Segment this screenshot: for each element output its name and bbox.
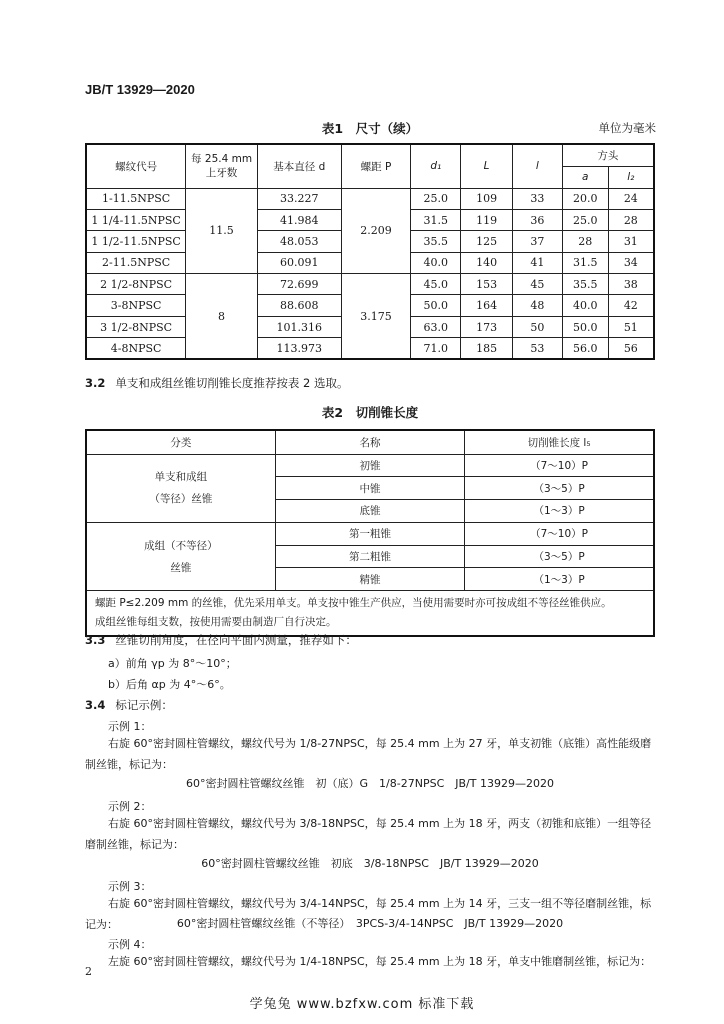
cell-code: 1 1/2-11.5NPSC — [86, 231, 186, 252]
cell-d1: 71.0 — [411, 338, 461, 359]
cell-l: 53 — [513, 338, 563, 359]
cell-d1: 50.0 — [411, 295, 461, 316]
cell-diameter: 72.699 — [257, 274, 341, 295]
example-desc: 右旋 60°密封圆柱管螺纹，螺纹代号为 3/8-18NPSC，每 25.4 mm 上为 18 牙，两支（初锥和底锥）一组等径磨制丝锥，标记为： — [85, 817, 652, 851]
section-text: 丝锥切削角度，在径向平面内测量，推荐如下： — [115, 633, 357, 647]
cell-a: 40.0 — [562, 295, 608, 316]
table-row — [86, 522, 654, 545]
cell-d1: 25.0 — [411, 188, 461, 209]
cell-code: 4-8NPSC — [86, 338, 186, 359]
section-number: 3.2 — [85, 376, 106, 390]
col-header-diameter: 基本直径 d — [257, 144, 341, 188]
cell-a: 56.0 — [562, 338, 608, 359]
cell-pitch: 3.175 — [341, 274, 411, 360]
cell-l2: 31 — [608, 231, 654, 252]
cell-code: 3 1/2-8NPSC — [86, 316, 186, 337]
example-desc: 右旋 60°密封圆柱管螺纹，螺纹代号为 1/8-27NPSC，每 25.4 mm 上为 27 牙，单支初锥（底锥）高性能级磨制丝锥，标记为： — [85, 737, 652, 771]
table-row — [86, 454, 654, 477]
cell-l2: 24 — [608, 188, 654, 209]
cell-d1: 40.0 — [411, 252, 461, 273]
table2-caption: 表2 切削锥长度 — [321, 405, 419, 420]
cell-a: 28 — [562, 231, 608, 252]
cell-L: 185 — [461, 338, 513, 359]
item-a: a）前角 γp 为 8°～10°； — [108, 657, 237, 670]
cell-tpi: 11.5 — [186, 188, 258, 274]
example-label: 示例 2： — [108, 800, 152, 813]
cell-l: 36 — [513, 209, 563, 230]
col-header-tpi-line1: 每 25.4 mm — [191, 153, 253, 166]
col-header-name: 名称 — [275, 430, 464, 454]
col-header-tpi-line2: 上牙数 — [205, 167, 238, 180]
cell-l: 45 — [513, 274, 563, 295]
section-number: 3.4 — [85, 698, 106, 712]
cell-a: 35.5 — [562, 274, 608, 295]
cell-d1: 45.0 — [411, 274, 461, 295]
cell-length: （3～5）P — [465, 545, 654, 568]
cell-L: 153 — [461, 274, 513, 295]
table1-caption: 表1 尺寸（续） — [321, 121, 419, 136]
cell-l: 37 — [513, 231, 563, 252]
note-line1: 螺距 P≤2.209 mm 的丝锥，优先采用单支。单支按中锥生产供应，当使用需要时亦可按成组不等径丝锥供应。 — [95, 597, 612, 610]
cell-a: 31.5 — [562, 252, 608, 273]
col-header-l: l — [513, 144, 563, 188]
standard-header: JB/T 13929—2020 — [85, 82, 195, 97]
section-text: 单支和成组丝锥切削锥长度推荐按表 2 选取。 — [115, 376, 349, 390]
dimensions-table — [85, 143, 655, 360]
col-header-category: 分类 — [86, 430, 275, 454]
cell-name: 初锥 — [275, 454, 464, 477]
cell-L: 173 — [461, 316, 513, 337]
cell-l2: 28 — [608, 209, 654, 230]
cell-length: （3～5）P — [465, 477, 654, 500]
col-header-l2: l₂ — [608, 166, 654, 188]
cell-L: 125 — [461, 231, 513, 252]
col-header-a: a — [562, 166, 608, 188]
col-header-tpi — [186, 144, 258, 188]
cell-a: 25.0 — [562, 209, 608, 230]
section-text: 标记示例： — [115, 698, 173, 712]
section-number: 3.3 — [85, 633, 106, 647]
cell-l2: 42 — [608, 295, 654, 316]
cell-length: （1～3）P — [465, 500, 654, 523]
cell-diameter: 33.227 — [257, 188, 341, 209]
table-note — [86, 591, 654, 637]
section-3-4 — [85, 697, 173, 713]
cell-L: 164 — [461, 295, 513, 316]
cell-pitch: 2.209 — [341, 188, 411, 274]
cutting-cone-table — [85, 429, 655, 637]
cell-diameter: 113.973 — [257, 338, 341, 359]
section-3-3 — [85, 632, 357, 648]
cell-a: 20.0 — [562, 188, 608, 209]
table-row — [86, 188, 654, 209]
cell-l: 41 — [513, 252, 563, 273]
cell-l2: 38 — [608, 274, 654, 295]
col-header-d1: d₁ — [411, 144, 461, 188]
cell-name: 底锥 — [275, 500, 464, 523]
example-label: 示例 3： — [108, 880, 152, 893]
cell-L: 140 — [461, 252, 513, 273]
col-header-pitch: 螺距 P — [341, 144, 411, 188]
cell-category — [86, 522, 275, 590]
footer-watermark: 学兔兔 www.bzfxw.com 标准下载 — [249, 997, 475, 1012]
table1-unit: 单位为毫米 — [598, 121, 656, 135]
col-header-code: 螺纹代号 — [86, 144, 186, 188]
example-label: 示例 1： — [108, 720, 152, 733]
cell-diameter: 88.608 — [257, 295, 341, 316]
page-number: 2 — [85, 965, 92, 978]
cell-tpi: 8 — [186, 274, 258, 360]
example-mark: 60°密封圆柱管螺纹丝锥（不等径） 3PCS-3/4-14NPSC JB/T 13929—2020 — [176, 917, 564, 930]
example-desc: 右旋 60°密封圆柱管螺纹，螺纹代号为 3/4-14NPSC，每 25.4 mm 上为 14 牙，三支一组不等径磨制丝锥，标记为： — [85, 897, 652, 931]
cell-l: 50 — [513, 316, 563, 337]
cell-name: 中锥 — [275, 477, 464, 500]
cell-name: 精锥 — [275, 568, 464, 591]
cell-diameter: 60.091 — [257, 252, 341, 273]
example-mark: 60°密封圆柱管螺纹丝锥 初底 3/8-18NPSC JB/T 13929—2020 — [201, 857, 539, 870]
cell-L: 109 — [461, 188, 513, 209]
cell-l: 33 — [513, 188, 563, 209]
cell-a: 50.0 — [562, 316, 608, 337]
cell-length: （7～10）P — [465, 522, 654, 545]
cell-d1: 63.0 — [411, 316, 461, 337]
category-line2: （等径）丝锥 — [149, 493, 213, 506]
cell-code: 1 1/4-11.5NPSC — [86, 209, 186, 230]
note-line2: 成组丝锥每组支数，按使用需要由制造厂自行决定。 — [95, 616, 337, 629]
item-b: b）后角 αp 为 4°～6°。 — [108, 678, 231, 691]
cell-code: 2-11.5NPSC — [86, 252, 186, 273]
table-row — [86, 274, 654, 295]
example-label: 示例 4： — [108, 938, 152, 951]
cell-d1: 31.5 — [411, 209, 461, 230]
col-header-length: 切削锥长度 l₅ — [465, 430, 654, 454]
col-header-square: 方头 — [562, 144, 654, 166]
section-3-2 — [85, 375, 349, 391]
col-header-L: L — [461, 144, 513, 188]
example-desc: 左旋 60°密封圆柱管螺纹，螺纹代号为 1/4-18NPSC，每 25.4 mm 上为 18 牙，单支中锥磨制丝锥，标记为： — [108, 955, 652, 968]
category-line2: 丝锥 — [170, 561, 192, 574]
cell-d1: 35.5 — [411, 231, 461, 252]
cell-L: 119 — [461, 209, 513, 230]
cell-length: （7～10）P — [465, 454, 654, 477]
cell-category — [86, 454, 275, 522]
cell-diameter: 41.984 — [257, 209, 341, 230]
cell-l2: 34 — [608, 252, 654, 273]
category-line1: 单支和成组 — [154, 471, 208, 484]
cell-code: 3-8NPSC — [86, 295, 186, 316]
cell-l: 48 — [513, 295, 563, 316]
cell-name: 第二粗锥 — [275, 545, 464, 568]
cell-diameter: 48.053 — [257, 231, 341, 252]
cell-name: 第一粗锥 — [275, 522, 464, 545]
cell-code: 2 1/2-8NPSC — [86, 274, 186, 295]
cell-diameter: 101.316 — [257, 316, 341, 337]
cell-l2: 56 — [608, 338, 654, 359]
category-line1: 成组（不等径） — [144, 539, 218, 552]
cell-l2: 51 — [608, 316, 654, 337]
example-mark: 60°密封圆柱管螺纹丝锥 初（底）G 1/8-27NPSC JB/T 13929—2020 — [186, 777, 554, 790]
cell-code: 1-11.5NPSC — [86, 188, 186, 209]
cell-length: （1～3）P — [465, 568, 654, 591]
